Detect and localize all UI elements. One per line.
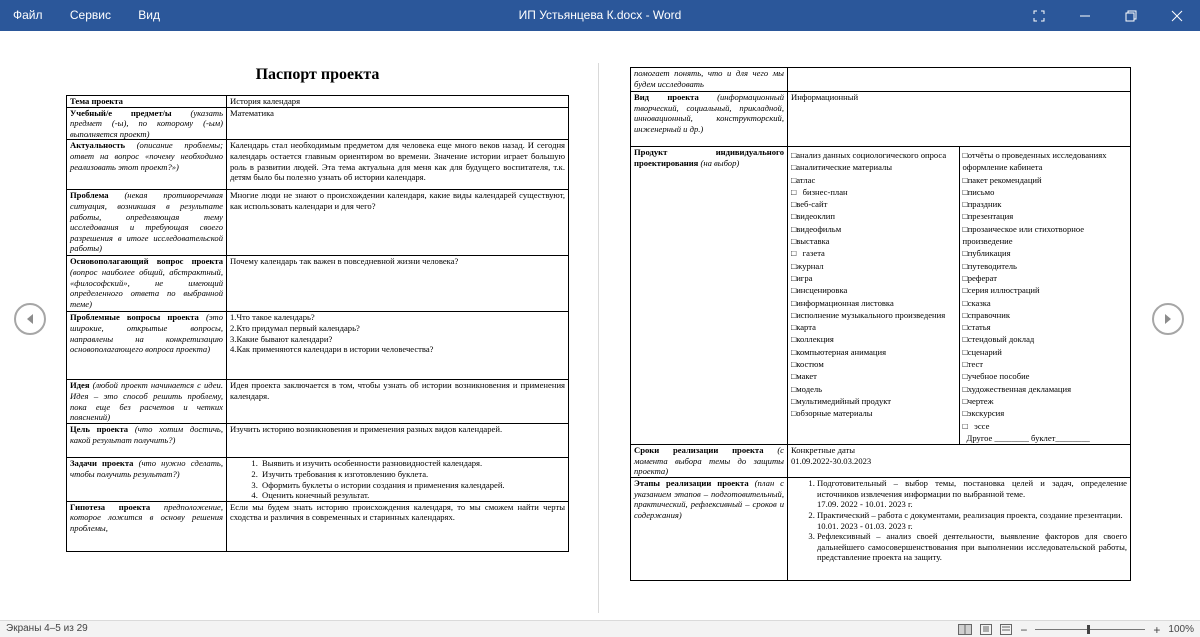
checkbox-item xyxy=(791,161,956,173)
row-value xyxy=(788,478,1131,581)
row-value xyxy=(788,445,1131,478)
checkbox-label: аналитические материалы xyxy=(796,162,893,173)
checkbox-label: реферат xyxy=(967,272,997,283)
checkbox-label: макет xyxy=(796,371,817,382)
table-row xyxy=(67,380,569,424)
checkbox-item xyxy=(963,346,1128,358)
table-row xyxy=(67,312,569,380)
window-title: ИП Устьянцева К.docx - Word xyxy=(518,8,682,22)
checkbox-item xyxy=(963,247,1128,259)
checkbox-item xyxy=(963,223,1128,248)
checkbox-label: путеводитель xyxy=(967,260,1017,271)
checkbox-icon: □ xyxy=(791,272,797,283)
checkbox-icon: □ xyxy=(962,285,968,296)
window-controls xyxy=(1016,0,1200,31)
checkbox-label: экскурсия xyxy=(967,408,1005,419)
checkbox-item xyxy=(963,297,1128,309)
checkbox-icon: □ xyxy=(962,309,968,320)
checkbox-label: модель xyxy=(796,383,823,394)
checkbox-icon: □ xyxy=(962,211,968,222)
checkbox-label: тест xyxy=(967,359,984,370)
checkbox-label: публикация xyxy=(967,248,1011,259)
checkbox-item xyxy=(791,223,956,235)
next-screen-button[interactable] xyxy=(1152,303,1184,335)
checkbox-label: учебное пособие xyxy=(967,371,1030,382)
menu-view[interactable]: Вид xyxy=(138,8,161,22)
checkbox-icon: □ xyxy=(791,346,797,357)
tasks-list xyxy=(230,458,565,500)
checkbox-icon: □ xyxy=(791,309,797,320)
list-item: 2. Изучить требования к изготовлению буклета. xyxy=(260,469,565,480)
checkbox-label: карта xyxy=(796,322,816,333)
checkbox-item xyxy=(791,272,956,284)
checkbox-label: коллекция xyxy=(796,334,834,345)
checkbox-icon: □ xyxy=(962,395,968,406)
checkbox-item xyxy=(963,309,1128,321)
print-layout-icon[interactable] xyxy=(980,624,992,635)
checkbox-icon: □ xyxy=(962,260,968,271)
checkbox-label: исполнение музыкального произведения xyxy=(796,309,946,320)
checkbox-icon: □ xyxy=(791,236,797,247)
status-bar xyxy=(0,620,1200,637)
title-bar xyxy=(0,0,1200,31)
checkbox-item xyxy=(963,210,1128,222)
checkbox-icon: □ xyxy=(962,150,968,160)
checkbox-label: стендовый доклад xyxy=(967,334,1035,345)
checkbox-label: презентация xyxy=(967,211,1014,222)
checkbox-icon: □ xyxy=(791,383,797,394)
table-row xyxy=(67,190,569,256)
checkbox-list xyxy=(963,149,1128,432)
zoom-slider[interactable] xyxy=(1035,629,1145,630)
list-item: 1. Выявить и изучить особенности разновидностей календаря. xyxy=(260,458,565,469)
previous-screen-button[interactable] xyxy=(14,303,46,335)
checkbox-icon: □ xyxy=(962,383,968,394)
checkbox-item xyxy=(791,260,956,272)
table-row xyxy=(67,107,569,140)
checkbox-label: веб-сайт xyxy=(796,199,828,210)
checkbox-icon: □ xyxy=(962,248,968,259)
checkbox-item xyxy=(791,210,956,222)
checkbox-icon: □ xyxy=(791,211,797,222)
checkbox-label: компьютерная анимация xyxy=(796,346,887,357)
checkbox-icon: □ xyxy=(962,223,968,234)
checkbox-item xyxy=(791,395,956,407)
product-column-2 xyxy=(959,147,1131,445)
product-column-1 xyxy=(788,147,960,445)
checkbox-label: анализ данных социологического опроса xyxy=(796,150,947,160)
checkbox-label: атлас xyxy=(796,174,816,185)
checkbox-item xyxy=(963,333,1128,345)
checkbox-item xyxy=(963,370,1128,382)
close-button[interactable] xyxy=(1154,0,1200,31)
row-label: Продукт индивидуального проектирования (на выбор) xyxy=(631,147,788,445)
checkbox-label: сказка xyxy=(967,297,991,308)
zoom-out-button[interactable]: − xyxy=(1020,622,1028,637)
stages-list xyxy=(791,478,1127,563)
checkbox-label: информационная листовка xyxy=(796,297,894,308)
table-row xyxy=(67,256,569,312)
checkbox-item xyxy=(791,149,956,161)
checkbox-item xyxy=(963,186,1128,198)
checkbox-item xyxy=(791,198,956,210)
checkbox-item xyxy=(791,383,956,395)
checkbox-label: обзорные материалы xyxy=(796,408,873,419)
row-value: Информационный xyxy=(788,92,1131,147)
page-heading: Паспорт проекта xyxy=(255,66,380,83)
checkbox-item xyxy=(963,358,1128,370)
checkbox-item xyxy=(963,174,1128,186)
checkbox-icon: □ xyxy=(962,408,968,419)
checkbox-label: мультимедийный продукт xyxy=(796,395,892,406)
checkbox-icon: □ xyxy=(791,297,797,308)
passport-table-right xyxy=(630,67,1131,581)
checkbox-item xyxy=(963,420,1128,432)
checkbox-icon: □ xyxy=(791,162,797,173)
checkbox-label: костюм xyxy=(796,359,824,370)
checkbox-icon: □ xyxy=(791,408,797,419)
table-row xyxy=(631,68,1131,92)
menu-file[interactable]: Файл xyxy=(13,8,43,22)
row-label: Цель проекта (что хотим достичь, какой результат получить?) xyxy=(67,424,227,458)
checkbox-item xyxy=(963,149,1128,174)
checkbox-item xyxy=(963,272,1128,284)
table-row xyxy=(631,92,1131,147)
checkbox-label: чертеж xyxy=(967,395,994,406)
row-value: Идея проекта заключается в том, чтобы узнать об истории возникновения и применения календаря. xyxy=(227,380,569,424)
table-row xyxy=(67,140,569,190)
table-row xyxy=(67,458,569,501)
question-line: 4.Как применяются календари в истории человечества? xyxy=(230,344,434,355)
checkbox-item xyxy=(963,321,1128,333)
list-item: 1. Подготовительный – выбор темы, постановка целей и задач, определение источников извлечения информации по выбранной теме. 17.09. 2022 - 10.01. 2023 г. xyxy=(817,478,1127,510)
terms-line: 01.09.2022-30.03.2023 xyxy=(791,455,872,466)
checkbox-item xyxy=(791,333,956,345)
web-layout-icon[interactable] xyxy=(1000,624,1012,635)
question-line: 3.Какие бывают календари? xyxy=(230,333,333,344)
terms-line: Конкретные даты xyxy=(791,445,856,456)
row-value xyxy=(227,312,569,380)
row-value: История календаря xyxy=(227,96,569,108)
checkbox-item xyxy=(791,297,956,309)
row-label: Проблема (некая противоречивая ситуация, возникшая в результате работы, определяющая тему исследования и требующая своего разрешения в итоге исследовательской работы) xyxy=(67,190,227,256)
zoom-slider-thumb[interactable] xyxy=(1087,625,1090,634)
checkbox-label: видеофильм xyxy=(796,223,842,234)
screen-counter: Экраны 4–5 из 29 xyxy=(6,623,88,634)
right-page xyxy=(630,67,1131,615)
checkbox-item xyxy=(791,186,956,198)
restore-button[interactable] xyxy=(1108,0,1154,31)
menu-bar xyxy=(0,0,172,31)
page-divider xyxy=(598,63,599,613)
checkbox-label: письмо xyxy=(967,186,995,197)
checkbox-label: статья xyxy=(967,322,991,333)
checkbox-label: праздник xyxy=(967,199,1002,210)
checkbox-icon: □ xyxy=(962,420,968,431)
list-item: 4. Оценить конечный результат. xyxy=(260,490,565,501)
checkbox-icon: □ xyxy=(962,346,968,357)
checkbox-icon: □ xyxy=(962,334,968,345)
checkbox-icon: □ xyxy=(962,186,968,197)
checkbox-item xyxy=(791,284,956,296)
checkbox-label: газета xyxy=(796,248,825,259)
arrow-left-icon xyxy=(24,313,36,325)
checkbox-icon: □ xyxy=(791,199,797,210)
checkbox-icon: □ xyxy=(791,395,797,406)
checkbox-item xyxy=(791,235,956,247)
row-value: Если мы будем знать историю происхождения календаря, то мы сможем найти черты сходства и различия в современных и старинных календарях. xyxy=(227,501,569,551)
list-item: 3. Рефлексивный – анализ своей деятельности, выявление факторов для своего дальнейшего самосовершенствования при выполнении исследовательской работы, представление проекта на защиту. xyxy=(817,531,1127,563)
row-label: Проблемные вопросы проекта (это широкие, открытые вопросы, направлены на конкретизацию основополагающего вопроса проекта) xyxy=(67,312,227,380)
checkbox-label: прозаическое или стихотворное произведение xyxy=(962,223,1087,247)
row-label: Гипотеза проекта предположение, которое ложится в основу решения проблемы, xyxy=(67,501,227,551)
table-row xyxy=(67,501,569,551)
row-label: Сроки реализации проекта (с момента выбора темы до защиты проекта) xyxy=(631,445,788,478)
arrow-right-icon xyxy=(1162,313,1174,325)
view-controls xyxy=(958,621,1194,637)
restore-icon xyxy=(1125,10,1137,22)
row-label: помогает понять, что и для чего мы будем исследовать xyxy=(631,68,788,92)
checkbox-icon: □ xyxy=(791,359,797,370)
other-product: Другое ________ буклет________ xyxy=(966,432,1090,443)
list-item: 3. Оформить буклеты о истории создания и применения календарей. xyxy=(260,480,565,491)
checkbox-item xyxy=(791,174,956,186)
table-row xyxy=(631,478,1131,581)
left-page xyxy=(66,63,569,613)
passport-table-left xyxy=(66,95,569,552)
checkbox-icon: □ xyxy=(962,297,968,308)
row-label: Задачи проекта (что нужно сделать, чтобы получить результат?) xyxy=(67,458,227,501)
checkbox-label: выставка xyxy=(796,236,830,247)
checkbox-label: бизнес-план xyxy=(796,186,848,197)
checkbox-item xyxy=(791,358,956,370)
row-value: Многие люди не знают о происхождении календаря, какие виды календарей существуют, как использовать календари и для чего? xyxy=(227,190,569,256)
checkbox-label: художественная декламация xyxy=(967,383,1072,394)
checkbox-item xyxy=(791,247,956,259)
checkbox-icon: □ xyxy=(791,150,797,160)
minimize-icon xyxy=(1079,10,1091,22)
checkbox-icon: □ xyxy=(791,248,797,259)
checkbox-icon: □ xyxy=(962,322,968,333)
row-value: Математика xyxy=(227,107,569,140)
table-row xyxy=(631,147,1131,445)
checkbox-label: видеоклип xyxy=(796,211,836,222)
row-label: Основополагающий вопрос проекта (вопрос наиболее общий, абстрактный, «философский», не имеющий определенного ответа по выбранной теме) xyxy=(67,256,227,312)
row-label: Вид проекта (информационный творческий, социальный, прикладной, инновационный, конструкторский, инженерный и др.) xyxy=(631,92,788,147)
checkbox-icon: □ xyxy=(962,199,968,210)
checkbox-icon: □ xyxy=(962,371,968,382)
checkbox-label: инсценировка xyxy=(796,285,848,296)
checkbox-label: эссе xyxy=(967,420,990,431)
reading-view xyxy=(0,31,1200,620)
zoom-in-button[interactable]: + xyxy=(1153,622,1161,637)
checkbox-label: отчёты о проведенных исследованиях оформление кабинета xyxy=(962,150,1109,173)
checkbox-item xyxy=(963,198,1128,210)
checkbox-icon: □ xyxy=(962,272,968,283)
checkbox-icon: □ xyxy=(791,371,797,382)
checkbox-item xyxy=(963,395,1128,407)
checkbox-item xyxy=(963,260,1128,272)
minimize-button[interactable] xyxy=(1062,0,1108,31)
checkbox-icon: □ xyxy=(791,285,797,296)
checkbox-icon: □ xyxy=(791,260,797,271)
checkbox-icon: □ xyxy=(962,359,968,370)
checkbox-label: сценарий xyxy=(967,346,1002,357)
checkbox-icon: □ xyxy=(791,322,797,333)
fullscreen-button[interactable] xyxy=(1016,0,1062,31)
checkbox-label: пакет рекомендаций xyxy=(967,174,1042,185)
question-line: 2.Кто придумал первый календарь? xyxy=(230,322,360,333)
close-icon xyxy=(1171,10,1183,22)
checkbox-item xyxy=(963,383,1128,395)
row-value: Календарь стал необходимым предметом для человека еще много веков назад. И сегодня календарь остается главным ориентиром во времени. Значение истории играет большую роль в развитии людей. Эта тема актуальна для меня как для будущего воспитателя, т.к. детям было бы полезно узнать об истории календаря. xyxy=(227,140,569,190)
list-item: 2. Практический – работа с документами, реализация проекта, создание презентации. 10.01. 2023 - 01.03. 2023 г. xyxy=(817,510,1127,531)
row-value: Почему календарь так важен в повседневной жизни человека? xyxy=(227,256,569,312)
row-label: Актуальность (описание проблемы; ответ на вопрос «почему необходимо реализовать этот проект?») xyxy=(67,140,227,190)
row-value: Изучить историю возникновения и применения разных видов календарей. xyxy=(227,424,569,458)
row-value xyxy=(227,458,569,501)
row-label: Тема проекта xyxy=(67,96,227,108)
checkbox-icon: □ xyxy=(791,334,797,345)
checkbox-item xyxy=(791,309,956,321)
table-row xyxy=(67,96,569,108)
menu-tools[interactable]: Сервис xyxy=(69,8,111,22)
row-label: Идея (любой проект начинается с идеи. Идея – это способ решить проблему, пока еще без расчетов и четких пояснений) xyxy=(67,380,227,424)
checkbox-label: справочник xyxy=(967,309,1010,320)
checkbox-item xyxy=(791,370,956,382)
checkbox-item xyxy=(963,284,1128,296)
checkbox-list xyxy=(791,149,956,420)
table-row xyxy=(67,424,569,458)
row-value xyxy=(788,68,1131,92)
checkbox-item xyxy=(791,407,956,419)
checkbox-icon: □ xyxy=(962,174,968,185)
read-mode-icon[interactable] xyxy=(958,624,972,635)
checkbox-item xyxy=(791,321,956,333)
checkbox-icon: □ xyxy=(791,223,797,234)
checkbox-label: игра xyxy=(796,272,813,283)
checkbox-item xyxy=(791,346,956,358)
checkbox-item xyxy=(963,407,1128,419)
fullscreen-icon xyxy=(1033,10,1045,22)
row-label: Этапы реализации проекта (план с указанием этапов – подготовительный, практический, рефлексивный – сроков и содержания) xyxy=(631,478,788,581)
checkbox-icon: □ xyxy=(791,186,797,197)
checkbox-label: серия иллюстраций xyxy=(967,285,1040,296)
checkbox-label: журнал xyxy=(796,260,824,271)
checkbox-icon: □ xyxy=(791,174,797,185)
zoom-level[interactable]: 100% xyxy=(1168,624,1194,635)
table-row xyxy=(631,445,1131,478)
row-label: Учебный/е предмет/ы (указать предмет (-ы), по которому (-ым) выполняется проект) xyxy=(67,107,227,140)
question-line: 1.Что такое календарь? xyxy=(230,312,315,323)
